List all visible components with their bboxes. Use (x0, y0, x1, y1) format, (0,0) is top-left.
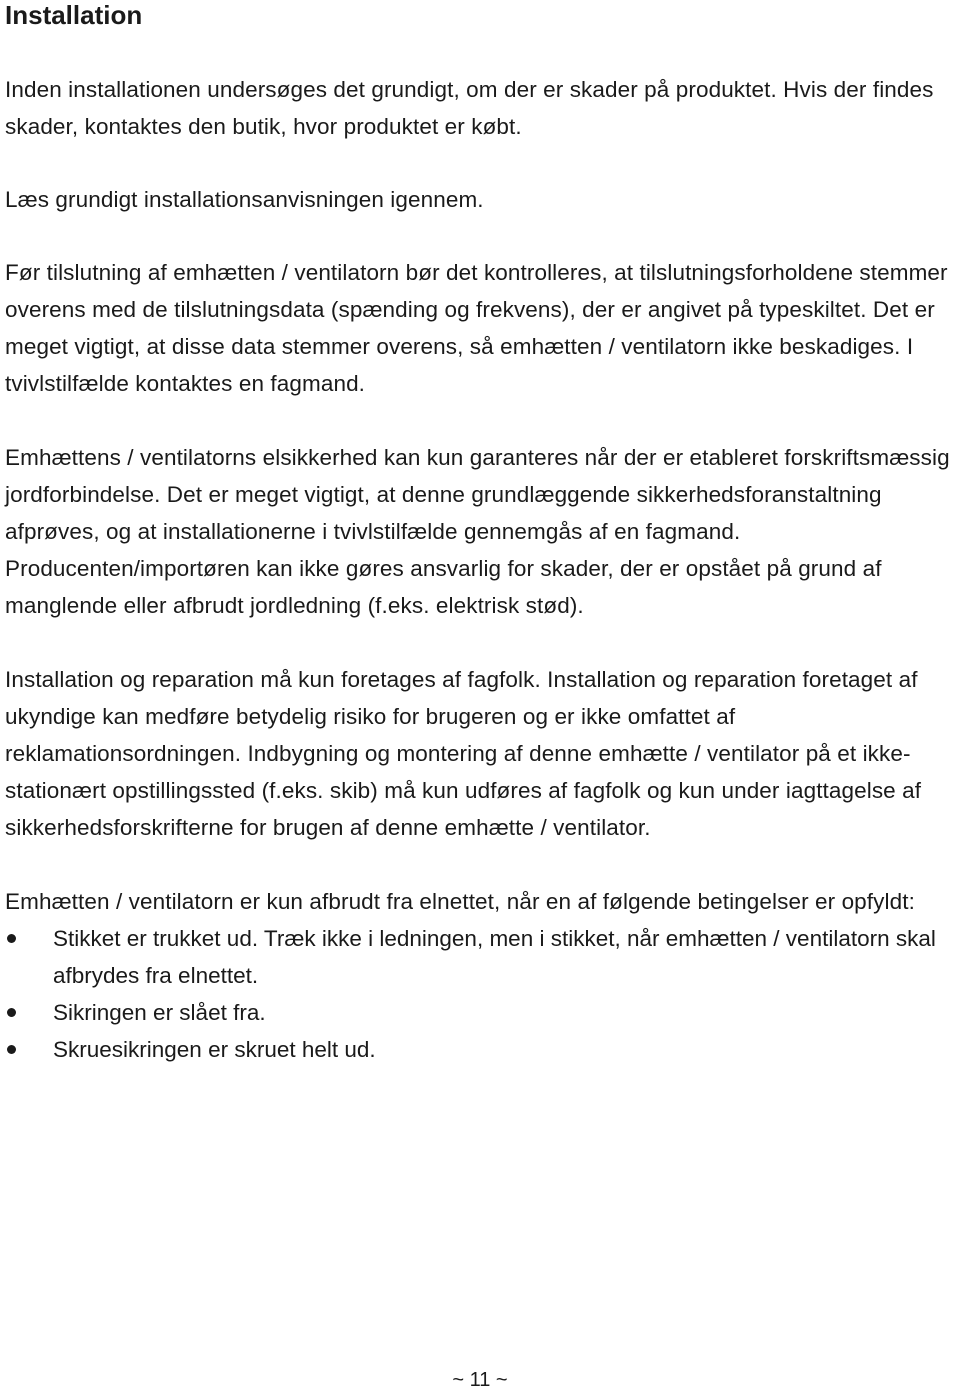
document-page (5, 0, 950, 1068)
list-item (5, 1031, 950, 1068)
paragraph-connection-check: Før tilslutning af emhætten / ventilatorn bør det kontrolleres, at tilslutningsforholdene stemmer overens med de tilslutningsdata (spænding og frekvens), der er angivet på typeskiltet. Det er meget vigtigt, at disse data stemmer overens, så emhætten / ventilatorn ikke beskadiges. I tvivlstilfælde kontaktes en fagmand. (5, 260, 948, 396)
page-title: Installation (5, 0, 143, 30)
disconnect-conditions-list (5, 920, 950, 1068)
list-item-text: Stikket er trukket ud. Træk ikke i ledningen, men i stikket, når emhætten / ventilatorn skal afbrydes fra elnettet. (53, 926, 936, 988)
bullet-icon (7, 1008, 16, 1017)
page-number: ~ 11 ~ (452, 1369, 508, 1391)
paragraph-grounding: Emhættens / ventilatorns elsikkerhed kan kun garanteres når der er etableret forskriftsmæssig jordforbindelse. Det er meget vigtigt, at denne grundlæggende sikkerhedsforanstaltning afprøves, og at installationerne i tvivlstilfælde gennemgås af en fagmand. Producenten/importøren kan ikke gøres ansvarlig for skader, der er opstået på grund af manglende eller afbrudt jordledning (f.eks. elektrisk stød). (5, 445, 950, 618)
paragraph-disconnect-conditions: Emhætten / ventilatorn er kun afbrudt fra elnettet, når en af følgende betingelser er opfyldt: (5, 889, 915, 914)
list-item (5, 994, 950, 1031)
list-item (5, 920, 950, 994)
paragraph-read-instructions: Læs grundigt installationsanvisningen igennem. (5, 187, 484, 212)
paragraph-inspection: Inden installationen undersøges det grundigt, om der er skader på produktet. Hvis der findes skader, kontaktes den butik, hvor produktet er købt. (5, 77, 934, 139)
list-item-text: Sikringen er slået fra. (53, 1000, 266, 1025)
list-item-text: Skruesikringen er skruet helt ud. (53, 1037, 376, 1062)
paragraph-professional-installation: Installation og reparation må kun foretages af fagfolk. Installation og reparation foretaget af ukyndige kan medføre betydelig risiko for brugeren og er ikke omfattet af reklamationsordningen. Indbygning og montering af denne emhætte / ventilator på et ikke-stationært opstillingssted (f.eks. skib) må kun udføres af fagfolk og kun under iagttagelse af sikkerhedsforskrifterne for brugen af denne emhætte / ventilator. (5, 667, 922, 840)
bullet-icon (7, 934, 16, 943)
bullet-icon (7, 1045, 16, 1054)
